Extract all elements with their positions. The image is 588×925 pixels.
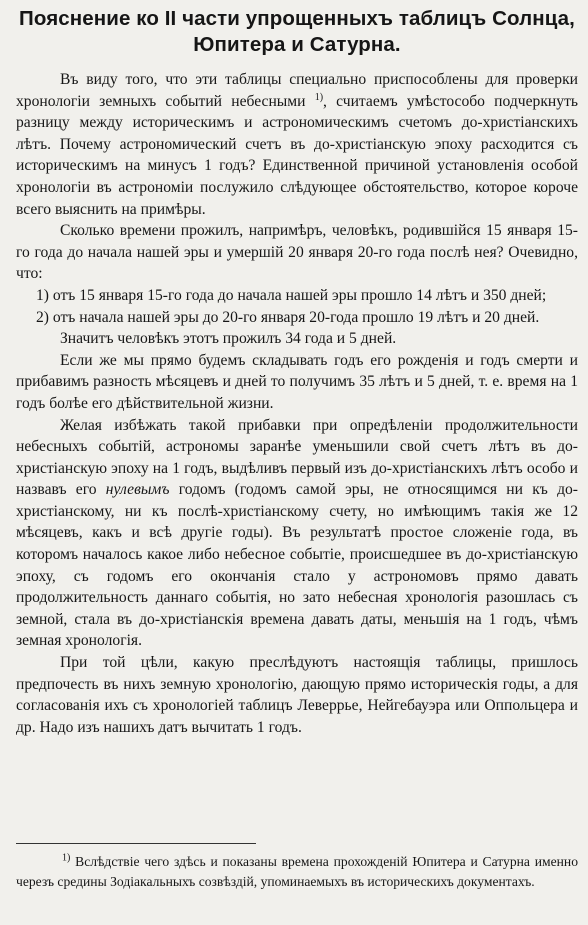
title-line-2: Юпитера и Сатурна. — [193, 33, 401, 56]
paragraph-5-text-a: Желая избѣжать такой прибавки при опредѣленiи продолжительности небесныхъ событiй, астрономы заранѣе уменьшили свой счетъ лѣтъ въ до-христiанскую эпоху на 1 годъ, выдѣливъ первый изъ до-христiанскихъ лѣтъ особо и назвавъ его — [16, 416, 578, 499]
paragraph-1 — [16, 69, 578, 220]
footnote-reference: 1) — [314, 91, 324, 103]
paragraph-6: При той цѣли, какую преслѣдуютъ настоящiя таблицы, пришлось предпочесть въ нихъ земную хронологiю, дающую прямо историческiя годы, а для согласованiя ихъ съ хронологiей таблицъ Леверрье, Нейгебауэра или Оппольцера и др. Надо изъ нашихъ датъ вычитать 1 годъ. — [16, 654, 578, 736]
list-item-1: 1) отъ 15 января 15-го года до начала нашей эры прошло 14 лѣтъ и 350 дней; — [36, 286, 547, 304]
paragraph-5-text-b: годомъ (годомъ самой эры, не относящимся ни къ до-христiанскому, ни къ послѣ-христiанскому счету, но имѣющимъ такiя же 12 мѣсяцевъ, какъ и всѣ другiе годы). Въ результатѣ простое сложенiе года, въ которомъ началось какое либо небесное событiе, происшедшее въ до-христiанскую эпоху, съ годомъ его окончанiя стало у астрономовъ прямо давать продолжительность даннаго событiя, но зато небесная хронологiя разошлась съ земной, стала въ до-христiанскiя времена давать даты, меньшiя на 1 годъ, чѣмъ земная хронологiя. — [16, 481, 578, 650]
document-title — [16, 6, 578, 58]
paragraph-3: Значитъ человѣкъ этотъ прожилъ 34 года и 5 дней. — [60, 330, 397, 348]
footnote-mark: 1) — [62, 852, 71, 864]
list-item-2: 2) отъ начала нашей эры до 20-го января 20-года прошло 19 лѣтъ и 20 дней. — [36, 308, 540, 326]
body-text — [16, 69, 578, 738]
paragraph-4: Если же мы прямо будемъ складывать годъ его рожденiя и годъ смерти и прибавимъ разность мѣсяцевъ и дней то получимъ 35 лѣтъ и 5 дней, т. е. время на 1 годъ болѣе его дѣйствительной жизни. — [16, 351, 578, 412]
paragraph-5 — [16, 415, 578, 653]
emphasized-term: нулевымъ — [105, 481, 170, 499]
paragraph-1-text: Въ виду того, что эти таблицы специально приспособлены для проверки хронологiи земныхъ событий небесными — [16, 71, 578, 110]
footnote — [16, 852, 578, 892]
title-line-1: Пояснение ко II части упрощенныхъ таблицъ Солнца, — [19, 7, 575, 30]
footnote-text: Вслѣдствiе чего здѣсь и показаны времена прохожденiй Юпитера и Сатурна именно черезъ средины Зодiакальныхъ созвѣздiй, упоминаемыхъ въ историческихъ документахъ. — [16, 854, 578, 889]
paragraph-1-tail: , считаемъ умѣстособо подчеркнуть разницу между историческимъ и астрономическимъ счетомъ до-христiанскихъ лѣтъ. Почему астрономический счетъ въ до-христiанскую эпоху расходится съ историческимъ на минусъ 1 годъ? Единственной причиной установленiя особой хронологiи въ астрономiи послужило слѣдующее обстоятельство, которое короче всего выяснить на примѣры. — [16, 92, 578, 218]
paragraph-2: Сколько времени прожилъ, напримѣръ, человѣкъ, родившiйся 15 января 15-го года до начала нашей эры и умершiй 20 января 20-го года послѣ нея? Очевидно, что: — [16, 222, 578, 283]
footnote-divider — [16, 843, 256, 844]
